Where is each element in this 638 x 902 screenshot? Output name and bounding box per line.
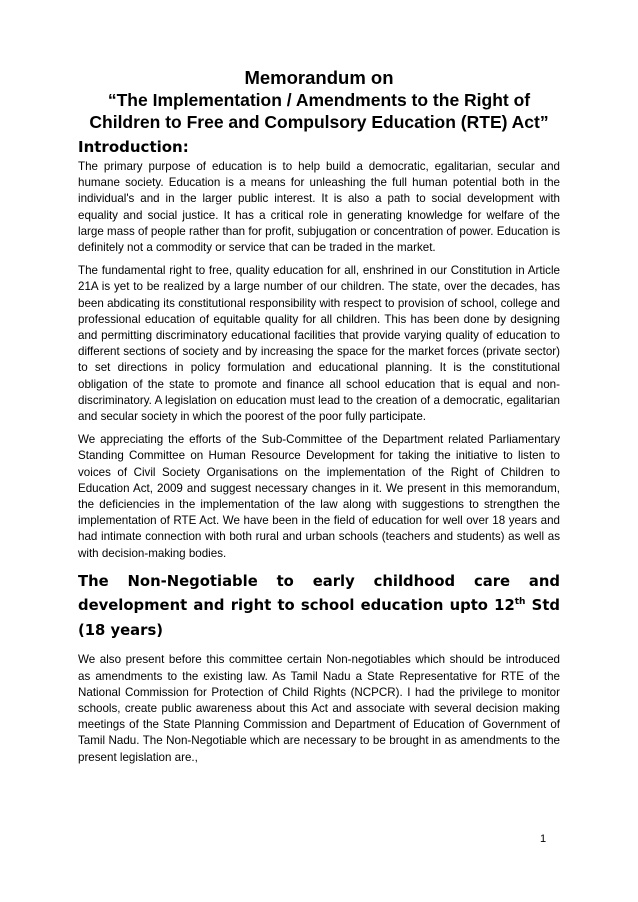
document-subtitle-line2: Children to Free and Compulsory Education (RTE) Act” [89,112,549,132]
intro-paragraph-3: We appreciating the efforts of the Sub-Committee of the Department related Parliamentary Standing Committee on Human Resource Development for taking the initiative to listen to voices of Civil Society Organisations on the implementation of the Right of Children to Education Act, 2009 and suggest necessary changes in it. We present in this memorandum, the deficiencies in the implementation of the law along with suggestions to strengthen the implementation of RTE Act. We have been in the field of education for well over 18 years and had intimate connection with both rural and urban schools (teachers and students) as well as with decision-making bodies. [78,433,560,560]
section-heading [78,570,560,644]
section-heading-tail: Std (18 years) [78,597,560,639]
document-subtitle-line1: “The Implementation / Amendments to the Right of [107,90,531,110]
page-number: 1 [540,833,547,845]
document-page [78,66,560,773]
intro-paragraph-1: The primary purpose of education is to help build a democratic, egalitarian, secular and humane society. Education is a means for unleashing the full human potential both in the individual's and in the larger public interest. It is also a path to social development with equality and social justice. It has a critical role in generating knowledge for welfare of the large mass of people rather than for profit, subjugation or concentration of power. Education is definitely not a commodity or service that can be traded in the market. [78,160,560,255]
section-paragraph: We also present before this committee certain Non-negotiables which should be introduced as amendments to the existing law. As Tamil Nadu a State Representative for RTE of the National Commission for Protection of Child Rights (NCPCR). I had the privilege to monitor schools, create public awareness about this Act and associate with several decision making meetings of the State Planning Commission and Department of Education of Government of Tamil Nadu. The Non-Negotiable which are necessary to be brought in as amendments to the present legislation are., [78,653,560,764]
section-heading-main: The Non-Negotiable to early childhood care and development and right to school education upto 12 [78,572,560,615]
intro-paragraph-2: The fundamental right to free, quality education for all, enshrined in our Constitution in Article 21A is yet to be realized by a large number of our children. The state, over the decades, has been abdicating its constitutional responsibility with respect to provision of school, college and professional education of equitable quality for all children. This has been done by designing and permitting discriminatory educational facilities that provide varying quality of education to different sections of society and by increasing the space for the market forces (private sector) to set directions in policy formulation and educational planning. It is the constitutional obligation of the state to promote and finance all school education that is equal and non-discriminatory. A legislation on education must lead to the creation of a democratic, egalitarian and secular society in which the poorest of the poor fully participate. [78,264,560,424]
document-title: Memorandum on [244,67,394,88]
section-heading-superscript: th [514,597,526,608]
introduction-heading: Introduction: [78,138,189,156]
